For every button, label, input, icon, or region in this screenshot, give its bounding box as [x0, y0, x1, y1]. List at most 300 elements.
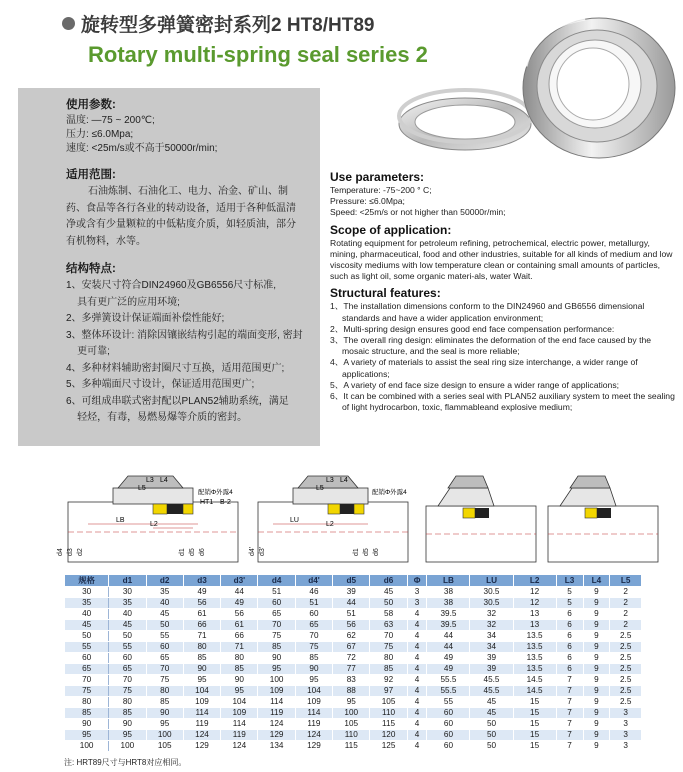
table-cell: 75 — [109, 686, 146, 697]
table-cell: 2.5 — [610, 675, 642, 686]
table-cell: 65 — [109, 664, 146, 675]
table-cell: 40 — [146, 598, 183, 609]
dim-label: d6 — [199, 548, 206, 556]
table-row — [65, 631, 642, 642]
table-cell: 7 — [556, 741, 583, 752]
table-cell: 55 — [109, 642, 146, 653]
table-cell: 110 — [370, 708, 407, 719]
drawing-variant-4 — [548, 476, 658, 562]
table-cell: 109 — [183, 697, 220, 708]
table-cell: 85 — [258, 642, 295, 653]
table-cell: 100 — [65, 741, 109, 752]
table-cell: 90 — [221, 675, 258, 686]
table-cell: 85 — [146, 697, 183, 708]
dim-label: d3' — [259, 546, 266, 556]
table-cell: 134 — [258, 741, 295, 752]
table-cell: 55.5 — [427, 686, 470, 697]
column-header: LU — [470, 575, 513, 587]
en-scope-heading: Scope of application: — [330, 222, 452, 237]
column-header: 规格 — [65, 575, 109, 587]
table-cell: 70 — [65, 675, 109, 686]
table-cell: 9 — [583, 620, 610, 631]
table-cell: 30 — [65, 587, 109, 598]
table-cell: 95 — [146, 719, 183, 730]
table-cell: 95 — [333, 697, 370, 708]
table-cell: 61 — [221, 620, 258, 631]
table-cell: 92 — [370, 675, 407, 686]
table-cell: 12 — [513, 598, 556, 609]
table-cell: 13 — [513, 620, 556, 631]
table-cell: 45.5 — [470, 686, 513, 697]
chinese-spec-panel — [18, 88, 320, 446]
en-feature-item: 4、A variety of materials to assist the seal ring size interchange, a wider range of applications; — [330, 357, 638, 379]
table-cell: 63 — [370, 620, 407, 631]
table-cell: 3 — [610, 741, 642, 752]
table-cell: 3 — [610, 719, 642, 730]
drawing-ht8 — [57, 476, 238, 562]
table-cell: 109 — [258, 686, 295, 697]
table-cell: 119 — [258, 708, 295, 719]
dim-label: L4 — [340, 477, 348, 484]
table-cell: 9 — [583, 587, 610, 598]
table-cell: 5 — [556, 587, 583, 598]
table-cell: 129 — [258, 730, 295, 741]
table-cell: 50 — [470, 719, 513, 730]
table-cell: 119 — [183, 719, 220, 730]
table-row — [65, 686, 642, 697]
table-cell: 75 — [295, 642, 332, 653]
title-cn-text: 旋转型多弹簧密封系列2 HT8/HT89 — [81, 15, 375, 36]
table-cell: 49 — [221, 598, 258, 609]
table-cell: 50 — [146, 620, 183, 631]
table-row — [65, 642, 642, 653]
table-cell: 85 — [65, 708, 109, 719]
table-cell: 3 — [610, 730, 642, 741]
table-cell: 46 — [295, 587, 332, 598]
table-cell: 9 — [583, 664, 610, 675]
dim-label: d5 — [189, 548, 196, 556]
table-cell: 50 — [470, 741, 513, 752]
table-cell: 95 — [258, 664, 295, 675]
table-cell: 70 — [109, 675, 146, 686]
table-cell: 2.5 — [610, 631, 642, 642]
dim-label: d3 — [67, 548, 74, 556]
table-cell: 75 — [65, 686, 109, 697]
table-cell: 124 — [183, 730, 220, 741]
table-cell: 39 — [333, 587, 370, 598]
table-cell: 9 — [583, 675, 610, 686]
cn-feature-item: 1、安装尺寸符合DIN24960及GB6556尺寸标准, — [66, 280, 277, 291]
table-cell: 3 — [407, 598, 427, 609]
table-cell: 97 — [370, 686, 407, 697]
table-cell: 51 — [295, 598, 332, 609]
table-cell: 9 — [583, 642, 610, 653]
table-cell: 104 — [183, 686, 220, 697]
table-cell: 7 — [556, 675, 583, 686]
table-cell: 38 — [427, 598, 470, 609]
table-cell: 32 — [470, 620, 513, 631]
table-cell: 104 — [221, 697, 258, 708]
table-row — [65, 741, 642, 752]
pin-label: 配销Φ外露4 — [372, 489, 407, 496]
table-cell: 30.5 — [470, 598, 513, 609]
cn-param-line: 温度: —75 ~ 200℃; — [66, 115, 155, 126]
cn-feature-item: 2、多弹簧设计保证端面补偿性能好; — [66, 313, 225, 324]
table-cell: 13.5 — [513, 653, 556, 664]
table-cell: 30.5 — [470, 587, 513, 598]
table-cell: 45 — [65, 620, 109, 631]
table-cell: 119 — [295, 719, 332, 730]
table-cell: 114 — [258, 697, 295, 708]
table-cell: 7 — [556, 708, 583, 719]
table-cell: 44 — [333, 598, 370, 609]
table-cell: 61 — [183, 609, 220, 620]
table-cell: 70 — [146, 664, 183, 675]
table-cell: 4 — [407, 642, 427, 653]
en-feature-item: 2、Multi-spring design ensures good end face compensation performance: — [330, 323, 615, 334]
table-cell: 4 — [407, 708, 427, 719]
dim-label: LU — [290, 517, 299, 524]
table-header-row — [65, 575, 642, 587]
table-cell: 105 — [146, 741, 183, 752]
table-cell: 60 — [427, 730, 470, 741]
table-cell: 4 — [407, 730, 427, 741]
pin-label: 配销Φ外露4 — [198, 489, 233, 496]
en-features-section — [330, 286, 675, 413]
table-cell: 5 — [556, 598, 583, 609]
table-cell: 30 — [109, 587, 146, 598]
table-cell: 13.5 — [513, 664, 556, 675]
table-row — [65, 620, 642, 631]
dim-label: d1 — [179, 548, 186, 556]
table-cell: 39.5 — [427, 620, 470, 631]
table-cell: 77 — [333, 664, 370, 675]
table-cell: 70 — [258, 620, 295, 631]
table-cell: 9 — [583, 631, 610, 642]
table-cell: 2 — [610, 598, 642, 609]
column-header: d3 — [183, 575, 220, 587]
table-cell: 60 — [146, 642, 183, 653]
table-cell: 110 — [333, 730, 370, 741]
table-cell: 55 — [65, 642, 109, 653]
table-row — [65, 598, 642, 609]
table-cell: 90 — [183, 664, 220, 675]
column-header: d1 — [109, 575, 146, 587]
technical-drawings — [58, 466, 678, 570]
bullet-dot-icon — [62, 17, 75, 30]
page-title-en: Rotary multi-spring seal series 2 — [88, 42, 428, 67]
table-cell: 13.5 — [513, 642, 556, 653]
table-cell: 13.5 — [513, 631, 556, 642]
table-cell: 80 — [183, 642, 220, 653]
table-cell: 4 — [407, 719, 427, 730]
dim-label: d5 — [363, 548, 370, 556]
en-feature-item: 6、It can be combined with a series seal with PLAN52 auxiliary system to meet the sealing of light hydrocarbon, toxic, flammableand explosive medium; — [330, 391, 675, 413]
column-header: d2 — [146, 575, 183, 587]
dim-label: L5 — [316, 485, 324, 492]
table-cell: 50 — [470, 730, 513, 741]
table-cell: 70 — [370, 631, 407, 642]
table-cell: 15 — [513, 708, 556, 719]
table-cell: 66 — [183, 620, 220, 631]
table-cell: 56 — [221, 609, 258, 620]
table-cell: 2.5 — [610, 642, 642, 653]
table-cell: 4 — [407, 620, 427, 631]
dim-label: d4 — [57, 548, 64, 556]
table-cell: 65 — [65, 664, 109, 675]
table-cell: 45 — [109, 620, 146, 631]
table-cell: 125 — [370, 741, 407, 752]
table-cell: 34 — [470, 631, 513, 642]
cn-scope-line: 净或含有少量颗粒的中低粘度介质，如轻质油，部分 — [66, 219, 296, 230]
table-cell: 60 — [65, 653, 109, 664]
table-cell: 90 — [295, 664, 332, 675]
table-cell: 67 — [333, 642, 370, 653]
table-cell: 9 — [583, 741, 610, 752]
table-cell: 85 — [109, 708, 146, 719]
table-cell: 14.5 — [513, 686, 556, 697]
table-cell: 45 — [470, 697, 513, 708]
en-params-section — [330, 170, 675, 219]
table-cell: 4 — [407, 631, 427, 642]
table-cell: 95 — [183, 675, 220, 686]
table-cell: 124 — [221, 741, 258, 752]
table-cell: 50 — [370, 598, 407, 609]
table-cell: 55 — [427, 697, 470, 708]
table-cell: 65 — [295, 620, 332, 631]
table-cell: 72 — [333, 653, 370, 664]
dimension-table — [64, 574, 642, 752]
table-cell: 80 — [221, 653, 258, 664]
en-scope-section — [330, 223, 675, 283]
cn-feature-item: 5、多种端面尺寸设计，保证适用范围更广; — [66, 379, 255, 390]
cn-params-heading: 使用参数: — [66, 99, 116, 111]
table-cell: 35 — [65, 598, 109, 609]
table-cell: 51 — [258, 587, 295, 598]
table-cell: 95 — [295, 675, 332, 686]
table-cell: 70 — [295, 631, 332, 642]
table-cell: 109 — [295, 697, 332, 708]
cn-feature-item: 3、整体环设计: 消除因镶嵌结构引起的端面变形, 密封 — [66, 329, 303, 341]
table-cell: 85 — [221, 664, 258, 675]
cn-scope-section — [66, 166, 310, 250]
table-cell: 71 — [183, 631, 220, 642]
table-cell: 105 — [370, 697, 407, 708]
table-cell: 90 — [65, 719, 109, 730]
table-cell: 2.5 — [610, 686, 642, 697]
table-cell: 7 — [556, 719, 583, 730]
table-cell: 124 — [258, 719, 295, 730]
cn-param-line: 速度: <25m/s或不高于50000r/min; — [66, 143, 218, 154]
table-cell: 4 — [407, 653, 427, 664]
table-cell: 65 — [146, 653, 183, 664]
table-cell: 114 — [295, 708, 332, 719]
table-row — [65, 719, 642, 730]
table-cell: 75 — [258, 631, 295, 642]
table-cell: 7 — [556, 697, 583, 708]
table-cell: 60 — [295, 609, 332, 620]
dim-label: L5 — [138, 485, 146, 492]
table-cell: 109 — [221, 708, 258, 719]
cn-scope-line: 有机物料，水等。 — [66, 235, 146, 247]
table-cell: 71 — [221, 642, 258, 653]
cn-feature-item: 轻烃，有毒，易燃易爆等介质的密封。 — [66, 412, 248, 423]
table-cell: 115 — [370, 719, 407, 730]
en-feature-item: 3、The overall ring design: eliminates the deformation of the end face caused by the mosaic structure, and the seal is more reliable; — [330, 335, 652, 357]
table-cell: 114 — [221, 719, 258, 730]
table-cell: 62 — [333, 631, 370, 642]
cn-features-section — [66, 260, 310, 427]
dim-label: d6 — [373, 548, 380, 556]
column-header: LB — [427, 575, 470, 587]
table-cell: 49 — [427, 664, 470, 675]
table-cell: 39.5 — [427, 609, 470, 620]
table-cell: 40 — [109, 609, 146, 620]
table-cell: 9 — [583, 730, 610, 741]
table-cell: 9 — [583, 697, 610, 708]
table-cell: 15 — [513, 697, 556, 708]
table-cell: 124 — [295, 730, 332, 741]
stationary-ring-icon — [399, 90, 531, 150]
table-row — [65, 664, 642, 675]
table-cell: 60 — [427, 708, 470, 719]
column-header: d3' — [221, 575, 258, 587]
table-cell: 65 — [258, 609, 295, 620]
en-feature-item: 5、A variety of end face size design to ensure a wider range of applications; — [330, 379, 620, 390]
table-cell: 6 — [556, 620, 583, 631]
table-cell: 45 — [146, 609, 183, 620]
table-cell: 85 — [370, 664, 407, 675]
column-header: d6 — [370, 575, 407, 587]
table-cell: 39 — [470, 664, 513, 675]
table-cell: 56 — [183, 598, 220, 609]
drawing-ht89 — [249, 476, 408, 562]
cn-scope-line: 石油炼制、石油化工、电力、冶金、矿山、制 — [88, 186, 288, 197]
table-cell: 4 — [407, 664, 427, 675]
table-cell: 9 — [583, 719, 610, 730]
table-cell: 35 — [109, 598, 146, 609]
en-features-heading: Structural features: — [330, 286, 441, 301]
column-header: d4 — [258, 575, 295, 587]
table-cell: 13 — [513, 609, 556, 620]
table-cell: 45 — [470, 708, 513, 719]
table-cell: 129 — [295, 741, 332, 752]
cn-feature-item: 6、可组成串联式密封配以PLAN52辅助系统，满足 — [66, 395, 289, 407]
table-cell: 75 — [146, 675, 183, 686]
column-header: L3 — [556, 575, 583, 587]
table-cell: 35 — [146, 587, 183, 598]
table-cell: 85 — [183, 653, 220, 664]
table-cell: 119 — [221, 730, 258, 741]
table-cell: 129 — [183, 741, 220, 752]
table-cell: 51 — [333, 609, 370, 620]
cn-feature-item: 更可靠; — [66, 346, 110, 357]
table-cell: 9 — [583, 686, 610, 697]
dim-label: L2 — [150, 521, 158, 528]
table-cell: 15 — [513, 741, 556, 752]
rotating-seal-icon — [523, 18, 675, 158]
cn-scope-heading: 适用范围: — [66, 169, 116, 181]
en-param-line: Speed: <25m/s or not higher than 50000r/min; — [330, 207, 506, 218]
table-cell: 4 — [407, 741, 427, 752]
table-row — [65, 697, 642, 708]
table-cell: 83 — [333, 675, 370, 686]
cn-features-heading: 结构特点: — [66, 263, 116, 275]
table-cell: 3 — [610, 708, 642, 719]
table-cell: 44 — [427, 642, 470, 653]
footnote: 注: HRT89尺寸与HRT8对应相同。 — [64, 758, 187, 767]
table-cell: 60 — [109, 653, 146, 664]
en-param-line: Temperature: -75~200 ° C; — [330, 185, 432, 195]
table-cell: 50 — [109, 631, 146, 642]
table-cell: 60 — [427, 719, 470, 730]
table-cell: 4 — [407, 686, 427, 697]
table-cell: 15 — [513, 730, 556, 741]
table-cell: 100 — [109, 741, 146, 752]
dim-label: LB — [116, 517, 125, 524]
table-cell: 95 — [65, 730, 109, 741]
table-row — [65, 730, 642, 741]
table-cell: 9 — [583, 653, 610, 664]
table-cell: 88 — [333, 686, 370, 697]
table-cell: 80 — [370, 653, 407, 664]
column-header: d4' — [295, 575, 332, 587]
table-cell: 90 — [258, 653, 295, 664]
table-cell: 4 — [407, 609, 427, 620]
dim-label: d2 — [77, 548, 84, 556]
table-cell: 7 — [556, 686, 583, 697]
table-cell: 6 — [556, 631, 583, 642]
table-cell: 95 — [109, 730, 146, 741]
table-cell: 6 — [556, 664, 583, 675]
table-cell: 34 — [470, 642, 513, 653]
table-cell: 104 — [295, 686, 332, 697]
table-cell: 105 — [333, 719, 370, 730]
table-cell: 120 — [370, 730, 407, 741]
table-cell: 60 — [427, 741, 470, 752]
table-cell: 2 — [610, 620, 642, 631]
dim-label: L2 — [326, 521, 334, 528]
dim-label: L3 — [146, 477, 154, 484]
table-cell: 90 — [146, 708, 183, 719]
table-cell: 4 — [407, 697, 427, 708]
column-header: L5 — [610, 575, 642, 587]
dim-label: d1 — [353, 548, 360, 556]
table-cell: 12 — [513, 587, 556, 598]
table-cell: 90 — [109, 719, 146, 730]
cn-feature-item: 4、多种材料辅助密封圈尺寸互换，适用范围更广; — [66, 362, 285, 374]
table-cell: 75 — [370, 642, 407, 653]
table-cell: 100 — [258, 675, 295, 686]
table-cell: 2.5 — [610, 653, 642, 664]
table-cell: 40 — [65, 609, 109, 620]
section-label: B-2 — [220, 499, 231, 506]
table-cell: 32 — [470, 609, 513, 620]
table-cell: 80 — [146, 686, 183, 697]
table-cell: 49 — [427, 653, 470, 664]
cn-params-section — [66, 96, 310, 156]
table-cell: 38 — [427, 587, 470, 598]
table-cell: 3 — [407, 587, 427, 598]
table-row — [65, 587, 642, 598]
table-row — [65, 708, 642, 719]
column-header: L2 — [513, 575, 556, 587]
table-cell: 58 — [370, 609, 407, 620]
table-cell: 2 — [610, 609, 642, 620]
table-cell: 95 — [221, 686, 258, 697]
table-cell: 50 — [65, 631, 109, 642]
table-cell: 85 — [295, 653, 332, 664]
